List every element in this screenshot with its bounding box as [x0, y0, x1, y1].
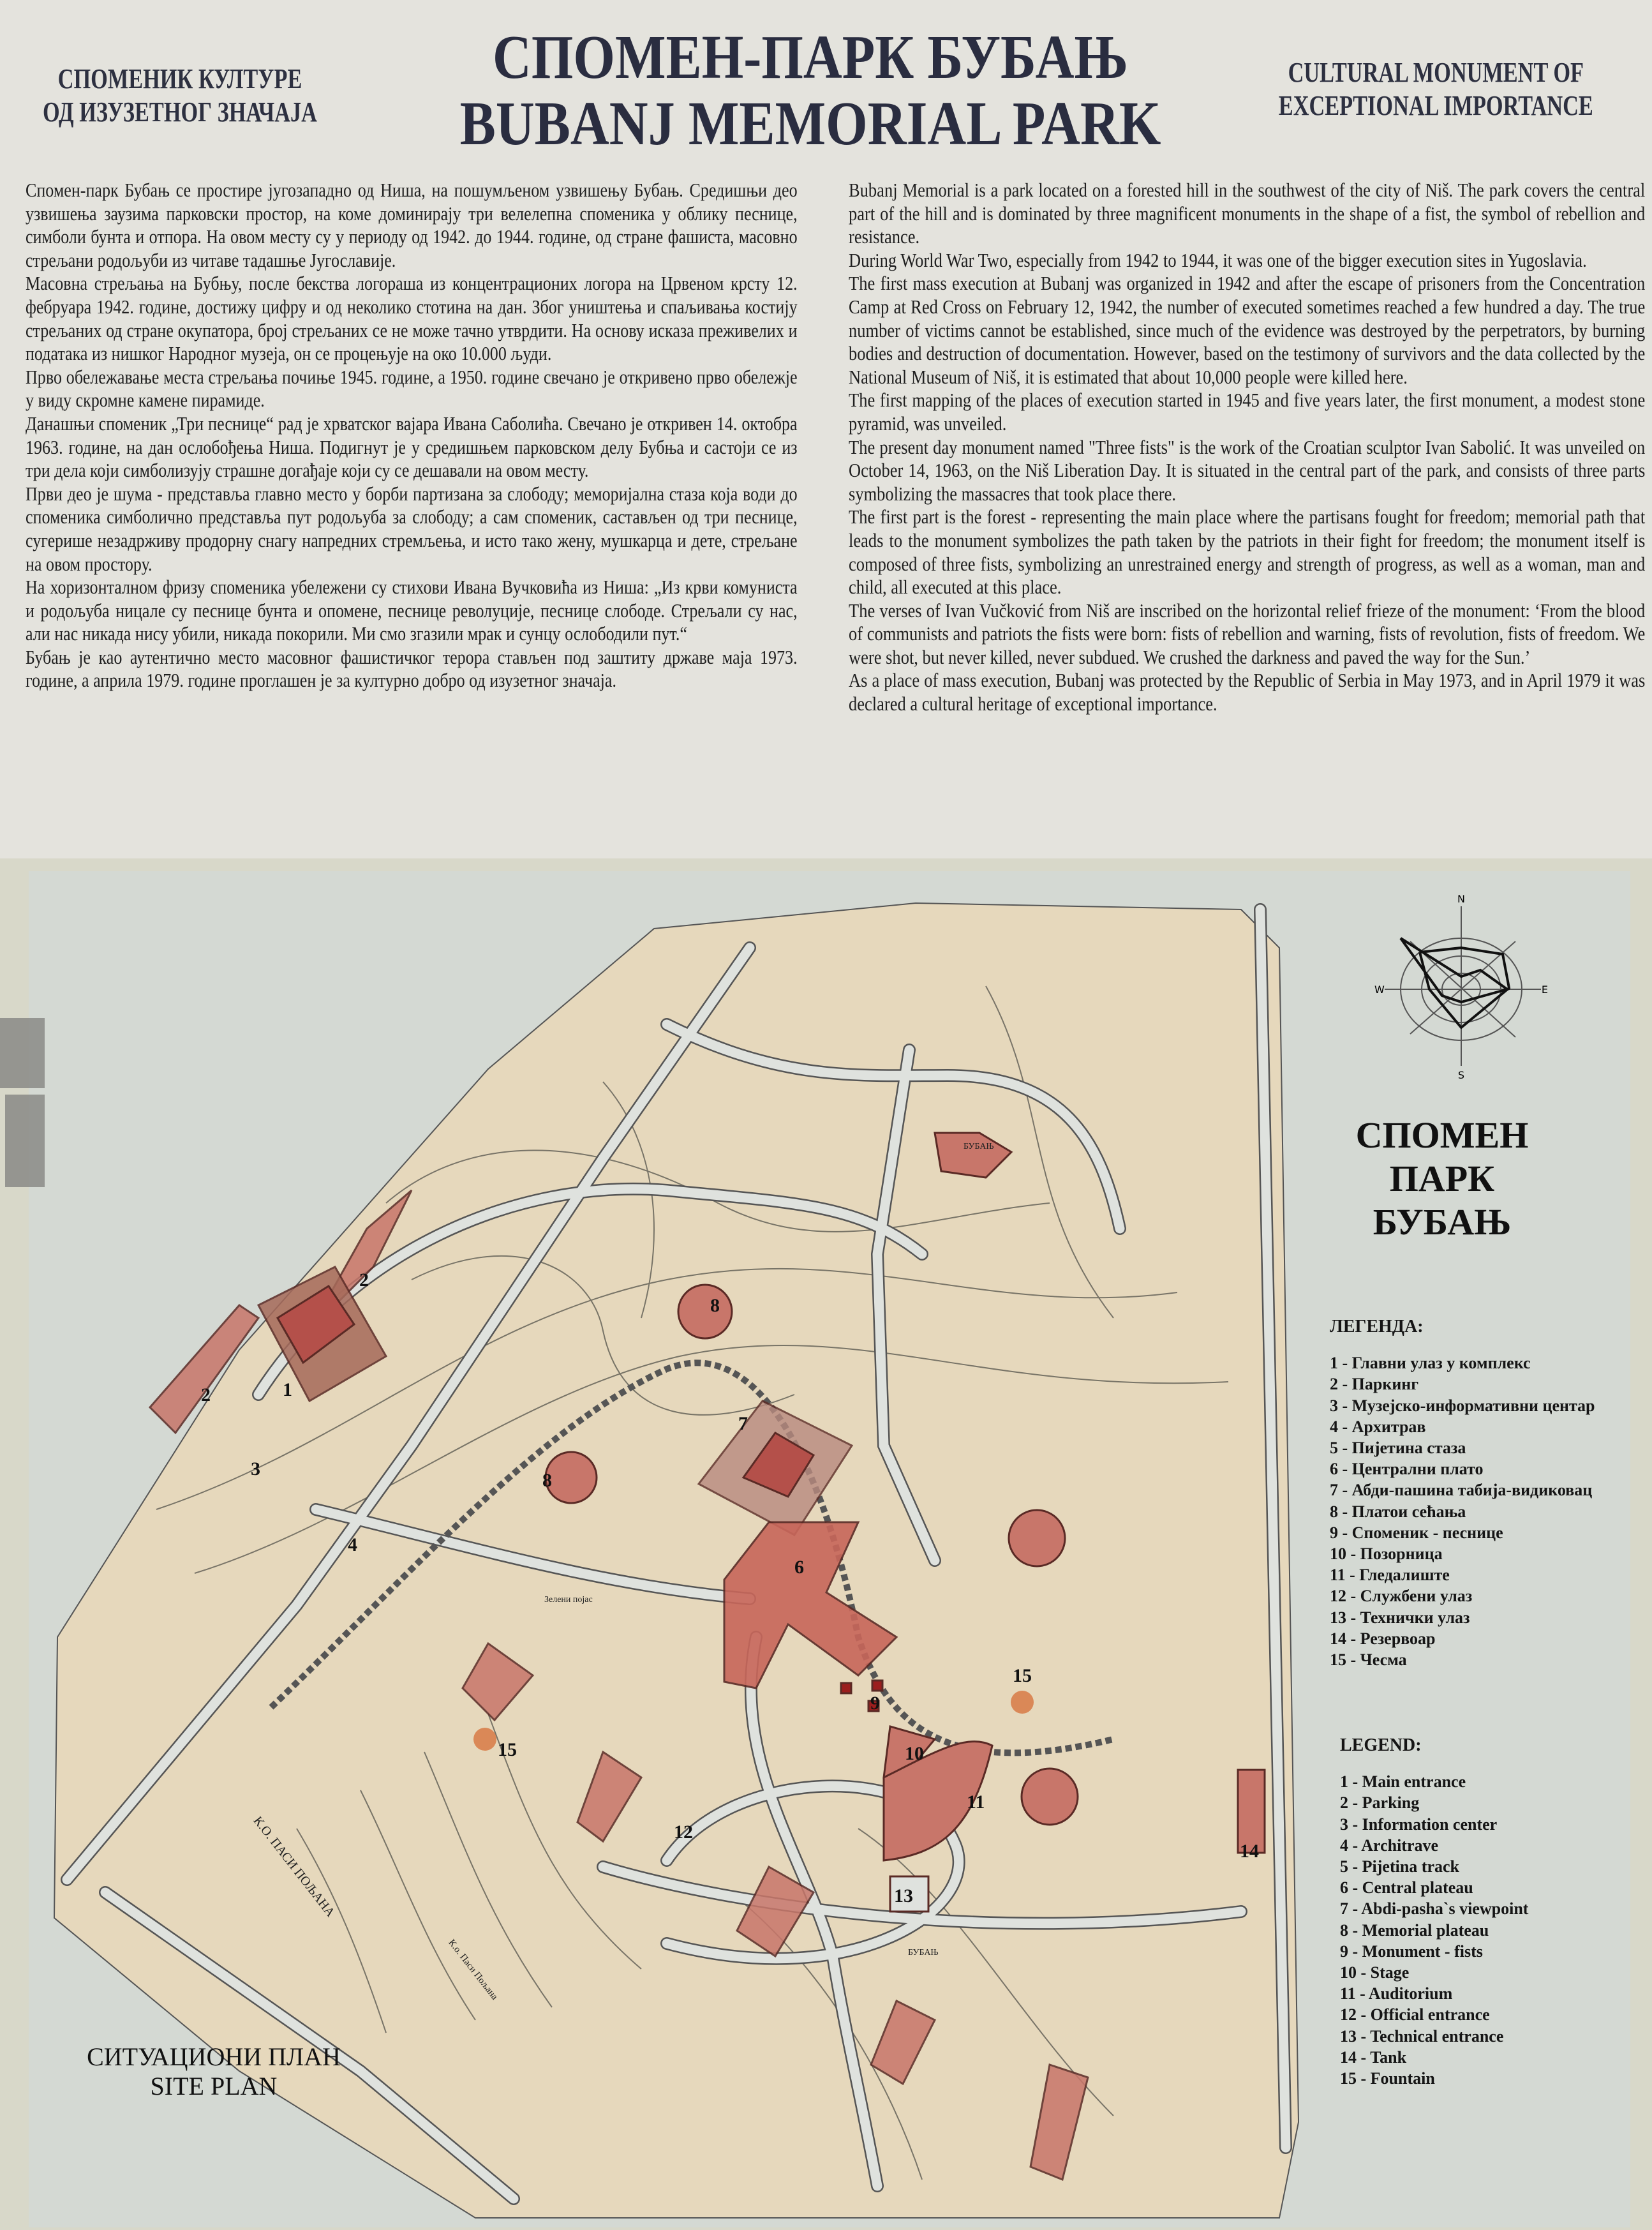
header-left-line1: СПОМЕНИК КУЛТУРЕ [57, 63, 302, 94]
en-paragraph: Bubanj Memorial is a park located on a forested hill in the southwest of the city of Niš. The park covers the central part of the hill and is dominated by three magnificent monuments in the shape of a fist, the symbol of rebellion and resistance. [849, 179, 1646, 248]
legend-item: 10 - Позорница [1330, 1545, 1443, 1564]
legend-item: 5 - Пијетина стаза [1330, 1439, 1466, 1458]
park-title-line3: БУБАЊ [1373, 1201, 1512, 1243]
marker-1: 1 [283, 1379, 292, 1400]
fountain-icon[interactable] [473, 1728, 496, 1751]
marker-7: 7 [738, 1413, 748, 1434]
legend-serbian-title: ЛЕГЕНДА: [1330, 1317, 1424, 1336]
marker-2: 2 [359, 1269, 369, 1291]
legend-english-title: LEGEND: [1340, 1735, 1422, 1755]
en-paragraph: The present day monument named "Three fists" is the work of the Croatian sculptor Ivan Sabolić. It was unveiled on October 14, 1963, on the Niš Liberation Day. It is situated in the central part of the park, and consists of three parts symbolizing the massacres that took place there. [849, 435, 1646, 505]
legend-item: 2 - Паркинг [1330, 1375, 1419, 1394]
green-belt-label: Зелени појас [544, 1595, 593, 1605]
legend-item: 13 - Technical entrance [1340, 2026, 1504, 2046]
sr-paragraph: Први део је шума - представља главно место у борби партизана за слободу; меморијална стаза која води до споменика симболично представља пут родољуба за слободу; а сам споменик, састављен од три песнице, сугерише незадрживу продорну снагу напредних стремљења, и исто тако жену, мушкарца и дете, стрељане на овом простору. [26, 482, 798, 575]
site-plan-map[interactable] [29, 871, 1318, 2227]
legend-item: 12 - Official entrance [1340, 2005, 1490, 2024]
site-plan-serbian: СИТУАЦИОНИ ПЛАН [87, 2042, 341, 2071]
marker-6: 6 [794, 1557, 804, 1578]
park-title-line1: СПОМЕН [1355, 1114, 1529, 1156]
legend-serbian [1330, 1316, 1595, 1670]
marker-14: 14 [1240, 1841, 1259, 1862]
legend-item: 6 - Central plateau [1340, 1878, 1473, 1897]
en-paragraph: The first part is the forest - representing the main place where the partisans fought for freedom; memorial path that leads to the monument symbolizes the path taken by the patriots in their fight for freedom; the monument itself is composed of three fists, symbolizing an unrestrained energy and strength of progress, as well as a woman, man and child, all executed at this place. [849, 505, 1646, 599]
en-paragraph: As a place of mass execution, Bubanj was protected by the Republic of Serbia in May 1973, and in April 1979 it was declared a cultural heritage of exceptional importance. [849, 669, 1646, 715]
marker-8: 8 [542, 1470, 552, 1491]
legend-item: 14 - Резервоар [1330, 1629, 1436, 1648]
sr-paragraph: Масовна стрељања на Бубњу, после бекства логораша из концентрационих логора на Црвеном крсту 12. фебруара 1942. године, достижу цифру и од неколико стотина на дан. Због уништења и спаљивања костију стрељаних од стране окупатора, број стрељаних се не може тачно утврдити. На основу исказа преживелих и података из нишког Народног музеја, он се процењује на око 10.000 људи. [26, 272, 798, 365]
header-right-caption [1244, 56, 1628, 123]
tank-circle[interactable] [1009, 1510, 1065, 1566]
fountain-icon[interactable] [1011, 1691, 1034, 1714]
monument-fist[interactable] [872, 1680, 882, 1691]
legend-item: 1 - Main entrance [1340, 1772, 1466, 1792]
header-left-caption [31, 63, 329, 129]
compass-south: S [1457, 1069, 1465, 1081]
site-plan-english: SITE PLAN [150, 2072, 278, 2100]
park-terrain [54, 903, 1299, 2218]
en-paragraph: The first mapping of the places of execution started in 1945 and five years later, the first monument, a modest stone pyramid, was unveiled. [849, 389, 1646, 435]
legend-item: 3 - Музејско-информативни центар [1330, 1396, 1595, 1415]
cadastral-label: К.О. ПАСИ ПОЉАНА [250, 1814, 338, 1920]
en-paragraph: The first mass execution at Bubanj was organized in 1942 and after the escape of prisoners from the Concentration Camp at Red Cross on February 12, 1942, the number of executed sometimes reached a few hundred a day. The true number of victims cannot be established, since much of the evidence was destroyed by the perpetrators, by burning bodies and destruction of documentation. However, based on the testimony of survivors and the data collected by the National Museum of Niš, it is estimated that about 10,000 people were killed here. [849, 272, 1646, 388]
park-title [1340, 1114, 1544, 1244]
road-label: БУБАЊ [908, 1948, 939, 1957]
legend-item: 9 - Споменик - песнице [1330, 1523, 1503, 1542]
header-right-line2: EXCEPTIONAL IMPORTANCE [1278, 90, 1593, 121]
legend-item: 7 - Abdi-pasha`s viewpoint [1340, 1899, 1529, 1919]
compass-east: E [1541, 984, 1548, 996]
sr-paragraph: На хоризонталном фризу споменика убележени су стихови Ивана Вучковића из Ниша: „Из крви комуниста и родољуба ницале су песнице бунта и опомене, песнице револуције, песнице слободе. Стрељали су нас, али нас никада нису убили, никада покорили. Ми смо згазили мрак и сунцу ослободили пут.“ [26, 576, 798, 645]
legend-item: 4 - Architrave [1340, 1836, 1439, 1855]
cadastral-label-small: К.о. Паси Пољана [446, 1938, 500, 2002]
marker-3: 3 [251, 1458, 260, 1479]
header-right-line1: CULTURAL MONUMENT OF [1288, 57, 1584, 88]
legend-item: 3 - Information center [1340, 1815, 1498, 1834]
legend-item: 5 - Pijetina track [1340, 1857, 1460, 1876]
marker-13: 13 [894, 1885, 913, 1906]
legend-item: 15 - Чесма [1330, 1650, 1407, 1670]
sr-paragraph: Спомен-парк Бубањ се простире југозападно од Ниша, на пошумљеном узвишењу Бубањ. Средишњи део узвишења заузима парковски простор, на коме доминирају три велелепна споменика у облику песнице, симболи бунта и отпора. На овом месту су у периоду од 1942. до 1944. године, од стране фашиста, масовно стрељани родољуби из читаве тадашње Југославије. [26, 179, 798, 271]
serbian-text-column [26, 179, 798, 692]
site-plan-caption [64, 2042, 364, 2101]
memorial-plateau[interactable] [546, 1452, 597, 1503]
marker-9: 9 [870, 1693, 880, 1714]
marker-2: 2 [201, 1384, 211, 1405]
legend-item: 8 - Платои сећања [1330, 1502, 1466, 1521]
monument-fist[interactable] [841, 1683, 851, 1693]
legend-item: 2 - Parking [1340, 1793, 1420, 1813]
legend-item: 11 - Auditorium [1340, 1984, 1453, 2003]
legend-item: 8 - Memorial plateau [1340, 1920, 1489, 1940]
header-left-line2: ОД ИЗУЗЕТНОГ ЗНАЧАЈА [43, 96, 317, 128]
legend-item: 4 - Архитрав [1330, 1417, 1426, 1436]
title-english: BUBANJ MEMORIAL PARK [459, 89, 1161, 158]
legend-item: 12 - Службени улаз [1330, 1587, 1473, 1606]
marker-8: 8 [710, 1295, 720, 1316]
marker-4: 4 [348, 1534, 357, 1555]
compass-rose-icon [1372, 894, 1551, 1085]
en-paragraph: During World War Two, especially from 1942 to 1944, it was one of the bigger execution sites in Yugoslavia. [849, 248, 1587, 271]
legend-item: 7 - Абди-пашина табија-видиковац [1330, 1481, 1593, 1500]
marker-10: 10 [905, 1743, 924, 1764]
building-label: БУБАЊ [964, 1142, 994, 1151]
page-title [420, 24, 1200, 157]
legend-item: 15 - Fountain [1340, 2069, 1435, 2088]
memorial-plateau[interactable] [678, 1285, 732, 1338]
legend-item: 6 - Централни плато [1330, 1460, 1484, 1479]
legend-item: 1 - Главни улаз у комплекс [1330, 1354, 1531, 1373]
legend-item: 11 - Гледалиште [1330, 1566, 1450, 1585]
english-text-column [849, 179, 1645, 716]
compass-west: W [1374, 984, 1385, 996]
sr-paragraph: Бубањ је као аутентично место масовног фашистичког терора стављен под заштиту државе маја 1973. године, а априла 1979. године проглашен је за културно добро од изузетног значаја. [26, 645, 798, 692]
en-paragraph: The verses of Ivan Vučković from Niš are inscribed on the horizontal relief frieze of the monument: ‘From the blood of communists and patriots the fists were born: fists of rebellion and warning, fists of revolution, fists of freedom. We were shot, but never killed, never subdued. We crushed the darkness and paved the way for the Sun.’ [849, 599, 1646, 668]
legend-item: 10 - Stage [1340, 1963, 1410, 1982]
legend-item: 14 - Tank [1340, 2047, 1407, 2067]
sr-paragraph: Данашњи споменик „Три песнице“ рад је хрватског вајара Ивана Саболића. Свечано је откривен 14. октобра 1963. године, на дан ослобођења Ниша. Подигнут је у средишњем парковском делу Бубња и састоји се из три дела који симболизују страшне догађаје који су се дешавали на овом месту. [26, 412, 798, 482]
legend-item: 13 - Технички улаз [1330, 1608, 1470, 1627]
marker-11: 11 [967, 1792, 985, 1813]
marker-15: 15 [498, 1739, 517, 1760]
legend-english [1340, 1735, 1528, 2089]
compass-north: N [1457, 894, 1465, 905]
tank-circle[interactable] [1022, 1769, 1078, 1825]
title-serbian: СПОМЕН-ПАРК БУБАЊ [493, 23, 1128, 92]
sr-paragraph: Прво обележавање места стрељања почиње 1945. године, а 1950. године свечано је откривено прво обележје у виду скромне камене пирамиде. [26, 365, 798, 412]
marker-12: 12 [674, 1822, 693, 1843]
park-title-line2: ПАРК [1389, 1158, 1495, 1199]
marker-15: 15 [1013, 1665, 1032, 1686]
legend-item: 9 - Monument - fists [1340, 1942, 1483, 1961]
